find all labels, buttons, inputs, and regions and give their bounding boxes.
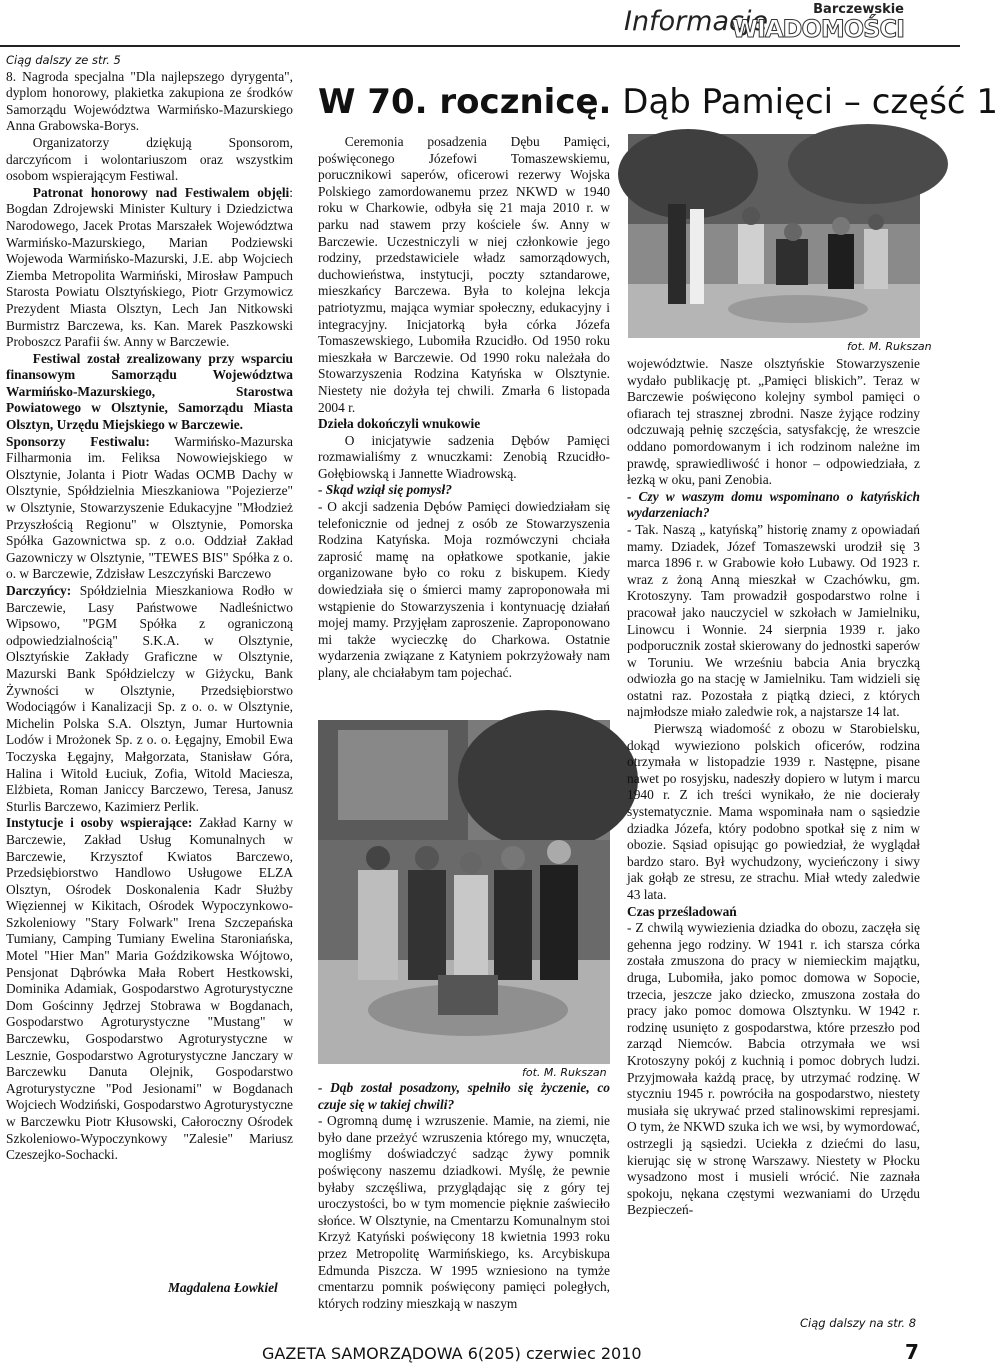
headline-bold: W 70. rocznicę. — [318, 82, 612, 122]
paragraph: Festiwal został zrealizowany przy wsparciu finansowym Samorządu Województwa Warmińsko-Mazurskiego, Starostwa Powiatowego w Olsztynie, Samorządu Miasta Olsztyn, Urzędu Miejskiego w Barczewie. — [6, 350, 293, 433]
paragraph: Organizatorzy dziękują Sponsorom, darczyńcom i wolontariuszom oraz wszystkim osobom wspierającym Festiwal. — [6, 134, 293, 184]
subheading: Dzieła dokończyli wnukowie — [318, 416, 481, 432]
paragraph: Pierwszą wiadomość z obozu w Starobielsku, dokąd wywieziono polskich oficerów, rodzina otrzymała w listopadzie 1939 r. Następne, pisane nawet po rosyjsku, nadeszły dopiero w lutym i marcu 1940 r. Z ich treści wynikało, że nie docierały systematycznie. Mama wspominała nam o sąsiedzie dziadka Józefa, który podobno spotkał się z nim w obozie. Sąsiad opisując go powiedział, że wyglądał bardzo staro. Był wychudzony, wycieńczony i siwy jak gołąb ze stresu, ze strachu. Miał wtedy zaledwie 43 lata. — [627, 721, 920, 902]
paragraph: - Tak. Naszą „ katyńską” historię znamy z opowiadań mamy. Dziadek, Józef Tomaszewski urodził się 3 marca 1896 r. w Grabowie koło Lubawy. Od 1923 r. wraz z żoną Anną mieszkał w Czachówku, gm. Krotoszyny. Tam prowadził gospodarstwo rolne i pracował jako nauczyciel w szkołach w Jamielniku, Linowcu i Wonnie. 24 sierpnia 1939 r. jako podporucznik został skierowany do jednostki saperów w Toruniu. We wrześniu babcia Ania bryczką odwiozła go na stację w Jamielniku. Tam widzieli się ostatni raz. Pozostała z piątką dzieci, z których najmłodsze miało zaledwie rok, a najstarsze 14 lat. — [627, 521, 920, 720]
paragraph: Sponsorzy Festiwalu: Warmińsko-Mazurska Filharmonia im. Feliksa Nowowiejskiego w Olsztynie, Jolanta i Piotr Wadas OCMB Dachy w Olsztynie, Spółdzielnia Mieszkaniowa "Pojezierze" w Olsztynie, Stowarzyszenie Edukacyjne "Młodzież Przyszłością Regionu" w Olsztynie, Pomorska Spółka Gazownictwa sp. z o.o. Oddział Zakład Gazowniczy w Olsztynie, "TEWES BIS" Spółka z o. o. w Barczewie, Zdzisław Leszczyński Barczewo — [6, 433, 293, 582]
column-2 — [318, 134, 610, 682]
paragraph: 8. Nagroda specjalna "Dla najlepszego dyrygenta", dyplom honorowy, plakietka zakupiona ze środków Samorządu Województwa Warmińsko-Mazurskiego Anna Grabowska-Borys. — [6, 68, 293, 134]
newspaper-logo — [731, 2, 904, 43]
author-signature: Magdalena Łowkiel — [168, 1280, 278, 1295]
continued-from: Ciąg dalszy ze str. 5 — [6, 53, 121, 67]
photo-memorial-image — [318, 720, 610, 1064]
photo-credit: fot. M. Rukszan — [522, 1066, 607, 1079]
bold-lead: Sponsorzy Festiwalu: — [6, 433, 150, 449]
column-2-continued — [318, 1080, 610, 1312]
paragraph: Patronat honorowy nad Festiwalem objęli: Bogdan Zdrojewski Minister Kultury i Dziedzictwa Narodowego, Jacek Protas Marszałek Województwa Warmińsko-Mazurskiego, Marian Podziewski Wojewoda Warmińsko-Mazurski, J.E. abp Wojciech Ziemba Metropolita Warmiński, Mirosław Pampuch Starosta Powiatu Olsztyńskiego, Piotr Grzymowicz Prezydent Miasta Olsztyn, Lech Jan Nitkowski Burmistrz Barczewa, ks. Kan. Marek Paszkowski Proboszcz Parafii św. Anny w Barczewie. — [6, 184, 293, 350]
paragraph: Darczyńcy: Spółdzielnia Mieszkaniowa Rodło w Barczewie, Lasy Państwowe Nadleśnictwo Wipsowo, "PGM Spółka z ograniczoną odpowiedzialnością" S.K.A. w Olsztynie, Olsztyńskie Zakłady Graficzne w Olsztynie, Mazurski Bank Spółdzielczy w Giżycku, Bank Żywności w Olsztynie, Przedsiębiorstwo Wodociągów i Kanalizacji Sp. z o. o. w Olsztynie, Michelin Polska S.A. Olsztyn, Jumar Hurtownia Lodów i Mrożonek Sp. z o. o. Łęgajny, Emobil Ewa Toczyska Łęgajny, Małgorzata, Stanisław Góra, Halina i Witold Łuciuk, Zofia, Witold Maciesza, Elżbieta, Roman Janiccy Barczewo, Teresa, Janusz Sturlis Barczewo, Kazimierz Perlik. — [6, 583, 293, 814]
paragraph: Instytucje i osoby wspierające: Zakład Karny w Barczewie, Zakład Usług Komunalnych w Barczewie, Krzysztof Kwiatos Barczewo, Przedsiębiorstwo Handlowo Usługowe ELZA Olsztyn, Ośrodek Doskonalenia Kadr Służby Więziennej w Kikitach, Ośrodek Wypoczynkowo-Szkoleniowy "Stary Folwark" Irena Szczepańska Tumiany, Camping Tumiany Ewelina Staroniańska, Motel "Hier Man" Maria Goździkowska Wójtowo, Pensjonat Dąbrówka Mała Robert Hestkowski, Dominika Adamiak, Gospodarstwo Agroturystyczne Dom Gościnny Jędrzej Stobrawa w Bogdanach, Gospodarstwo Agroturystyczne "Mustang" w Barczewku, Gospodarstwo Agroturystyczne w Lesznie, Gospodarstwo Agroturystyczne Janczary w Barczewku Danuta Olejnik, Gospodarstwo Agroturystyczne "Pod Jesionami" w Bogdanach Wojciech Wodziński, Gospodarstwo Agroturystyczne w Barczewku Piotr Kłusowski, Całoroczny Ośrodek Szkoleniowo-Wypoczynkowy "Zalesie" Mariusz Czeszejko-Sochacki. — [6, 815, 293, 1163]
page-header — [0, 0, 960, 48]
column-3 — [627, 356, 920, 1219]
section-title: Informacje — [623, 6, 768, 37]
photo-ceremony-image — [628, 134, 920, 338]
paragraph: O inicjatywie sadzenia Dębów Pamięci rozmawialiśmy z wnuczkami: Zenobią Rzucidło- Gołębiowską i Jannette Wiadrowską. — [318, 432, 610, 481]
bold-lead: Darczyńcy: — [6, 583, 72, 598]
interview-question: - Czy w waszym domu wspominano o katyńskich wydarzeniach? — [627, 488, 920, 521]
interview-question: - Dąb został posadzony, spełniło się życzenie, co czuje się w takiej chwili? — [318, 1080, 610, 1112]
paragraph: - O akcji sadzenia Dębów Pamięci dowiedziałam się telefonicznie od jednej z osób ze Stowarzyszenia Rodzina Katyńska. Moja rozmówczyni chciała zaprosić mamę na opłatkowe spotkanie, jakie organizowane było co roku z biskupem. Kiedy dowiedziała się o śmierci mamy zaproponowała mi wstąpienie do Stowarzyszenia i kontynuację działań mojej mamy. Przyjęłam zaproszenie. Zaproponowano mi także wycieczkę do Charkowa. Ostatnie wydarzenia związane z Katyniem pokrzyżowały nam plany, ale chciałabym tam pojechać. — [318, 499, 610, 680]
photo-memorial-group — [318, 720, 610, 1064]
header-rule — [0, 45, 960, 47]
footer-publication: GAZETA SAMORZĄDOWA 6(205) czerwiec 2010 — [262, 1344, 642, 1363]
column-1 — [6, 52, 293, 1164]
subheading: Czas prześladowań — [627, 903, 737, 919]
bold-lead: Instytucje i osoby wspierające: — [6, 815, 193, 831]
photo-credit: fot. M. Rukszan — [847, 340, 932, 353]
article-headline — [318, 82, 998, 122]
paragraph: - Ogromną dumę i wzruszenie. Mamie, na ziemi, nie było dane przeżyć wzruszenia którego my, wnuczęta, mogliśmy doświadczyć sadząc żywy pomnik poświęcony naszemu dziadkowi. Myślę, że pewnie byłaby szczęśliwa, przyglądając się z góry tej uroczystości, bo w tym momencie pięknie zaświeciło słońce. W Olsztynie, na Cmentarzu Komunalnym stoi Krzyż Katyński poświęcony 18 kwietnia 1993 roku przez Metropolitę Warmińskiego, ks. Arcybiskupa Edmunda Piszcza. W 1995 wzniesiono na tymże cmentarzu pomnik poświęcony pamięci poległych, których rodziny mieszkają w naszym — [318, 1113, 610, 1311]
continued-on: Ciąg dalszy na str. 8 — [800, 1316, 917, 1330]
paragraph: Ceremonia posadzenia Dębu Pamięci, poświęconego Józefowi Tomaszewskiemu, porucznikowi saperów, oficerowi rezerwy Wojska Polskiego zamordowanemu przez NKWD w 1940 roku w Charkowie, odbyła się 21 maja 2010 r. w parku nad stawem przy kościele św. Anny w Barczewie. Uczestniczyli w niej członkowie jego rodziny, przedstawiciele władz samorządowych, duchowieństwa, instytucji, poczty sztandarowe, mieszkańcy Barczewa. Była to kolejna lekcja patriotyzmu, mająca wymiar społeczny, edukacyjny i integracyjny. Inicjatorką była córka Józefa Tomaszewskiego, Lubomiła Rzucidło. Od 1950 roku mieszkała w Barczewie. Od 1990 roku należała do Stowarzyszenia Rodzina Katyńska w Olsztynie. Niestety nie dożyła tej chwili. Zmarła 6 listopada 2004 r. — [318, 134, 610, 415]
headline-light: Dąb Pamięci – część 1 — [622, 82, 998, 122]
logo-main-text: WIADOMOŚCI — [731, 15, 904, 43]
photo-ceremony — [628, 134, 920, 338]
paragraph: - Z chwilą wywiezienia dziadka do obozu, zaczęła się gehenna jego rodziny. W 1941 r. ich starsza córka została zmuszona do pracy w niemieckim majątku, druga, Lubomiła, jako pomoc domowa w Sopocie, trzecia, jeszcze jako dziecko, zmuszona została do pracy jako pomoc domowa Olsztynku. W 1942 r. rodzinę usunięto z gospodarstwa, które przeszło pod zarząd Niemców. Babcia otrzymała we wsi Krotoszyny pokój z kuchnią i pomoc dobrych ludzi. Przyjmowała każdą pracę, by utrzymać rodzinę. W styczniu 1945 r. powróciła na gospodarstwo, niestety musiała się ukrywać przed stalinowskimi represjami. O tym, że NKWD szuka ich we wsi, by wymordować, ostrzegli ją sąsiedzi. Uciekła z dziećmi do lasu, kierując się w stronę Warszawy. Niestety w Płocku wysadzono most i musieli wrócić. Nie zaznała spokoju, nękana częstymi wezwaniami do Urzędu Bezpieczeń- — [627, 920, 920, 1218]
paragraph: województwie. Nasze olsztyńskie Stowarzyszenie wydało publikację pt. „Pamięci bliskich”. Teraz w Barczewie poświęcono kolejny symbol pamięci o ofiarach tej strasznej zbrodni. Nasze żyjące rodziny odczuwają pełnię szczęścia, satysfakcję, że wreszcie oddano pomordowanym i ich rodzinom należne im prawdę, sprawiedliwość i honor – odpowiedziała, z łezką w oku, pani Zenobia. — [627, 356, 920, 488]
logo-top-text: Barczewskie — [813, 2, 904, 17]
page-number: 7 — [905, 1340, 919, 1364]
bold-lead: Patronat honorowy nad Festiwalem objęli — [32, 184, 290, 200]
interview-question: - Skąd wziął się pomysł? — [318, 482, 452, 498]
